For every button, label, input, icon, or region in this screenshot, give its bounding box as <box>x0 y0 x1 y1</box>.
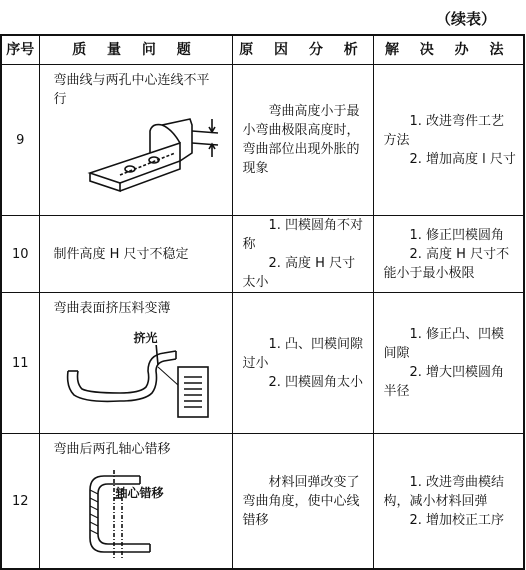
table-row <box>1 216 524 293</box>
cause-cell <box>232 434 373 570</box>
problem-text: 弯曲表面挤压料变薄 <box>53 301 171 316</box>
figure-label: 挤光 <box>133 331 158 345</box>
problem-text: 弯曲后两孔轴心错移 <box>53 442 171 457</box>
cause-text: 弯曲高度小于最小弯曲极限高度时，弯曲部位出现外胀的现象 <box>242 104 360 176</box>
header-solution: 解 决 办 法 <box>373 35 524 65</box>
cause-cell <box>232 216 373 293</box>
cause-text: 材料回弹改变了弯曲角度，使中心线错移 <box>242 474 360 528</box>
header-row <box>1 35 524 65</box>
quality-table <box>0 34 525 570</box>
row-number: 12 <box>1 434 39 570</box>
solution-cell <box>373 293 524 434</box>
solution-item: 1. 改进弯件工艺方法 <box>383 113 505 148</box>
solution-cell <box>373 65 524 216</box>
row-number: 9 <box>1 65 39 216</box>
header-num: 序号 <box>1 35 39 65</box>
problem-text: 制件高度 H 尺寸不稳定 <box>53 246 189 262</box>
solution-item: 2. 增大凹模圆角半径 <box>383 365 505 399</box>
header-cause: 原 因 分 析 <box>232 35 373 65</box>
row-number: 10 <box>1 216 39 293</box>
table-row <box>1 434 524 570</box>
solution-cell <box>373 216 524 293</box>
bracket-figure <box>80 468 190 558</box>
problem-cell <box>39 216 232 293</box>
solution-item: 2. 高度 H 尺寸不能小于最小极限 <box>383 246 510 281</box>
table-row <box>1 293 524 434</box>
row-number: 11 <box>1 293 39 434</box>
problem-text: 弯曲线与两孔中心连线不平行 <box>53 73 210 107</box>
solution-item: 1. 修正凹模圆角 <box>409 227 505 243</box>
cause-cell <box>232 293 373 434</box>
continued-label: （续表） <box>435 10 496 28</box>
cause-item: 1. 凸、凹模间隙过小 <box>242 336 364 371</box>
u-bend-figure <box>60 345 210 423</box>
cause-item: 2. 高度 H 尺寸太小 <box>242 256 356 290</box>
solution-cell <box>373 434 524 570</box>
bent-plate-figure <box>80 113 220 203</box>
solution-item: 2. 增加校正工序 <box>409 512 505 528</box>
problem-cell <box>39 293 232 434</box>
figure-label: 轴心错移 <box>115 486 164 500</box>
table-row <box>1 65 524 216</box>
problem-cell <box>39 434 232 570</box>
solution-item: 1. 修正凸、凹模间隙 <box>383 327 505 361</box>
cause-item: 1. 凹模圆角不对称 <box>242 218 364 252</box>
cause-cell <box>232 65 373 216</box>
solution-item: 2. 增加高度 l 尺寸 <box>409 151 516 167</box>
cause-item: 2. 凹模圆角太小 <box>268 374 364 390</box>
solution-item: 1. 改进弯曲模结构，减小材料回弹 <box>383 474 505 509</box>
problem-cell <box>39 65 232 216</box>
header-problem: 质 量 问 题 <box>39 35 232 65</box>
